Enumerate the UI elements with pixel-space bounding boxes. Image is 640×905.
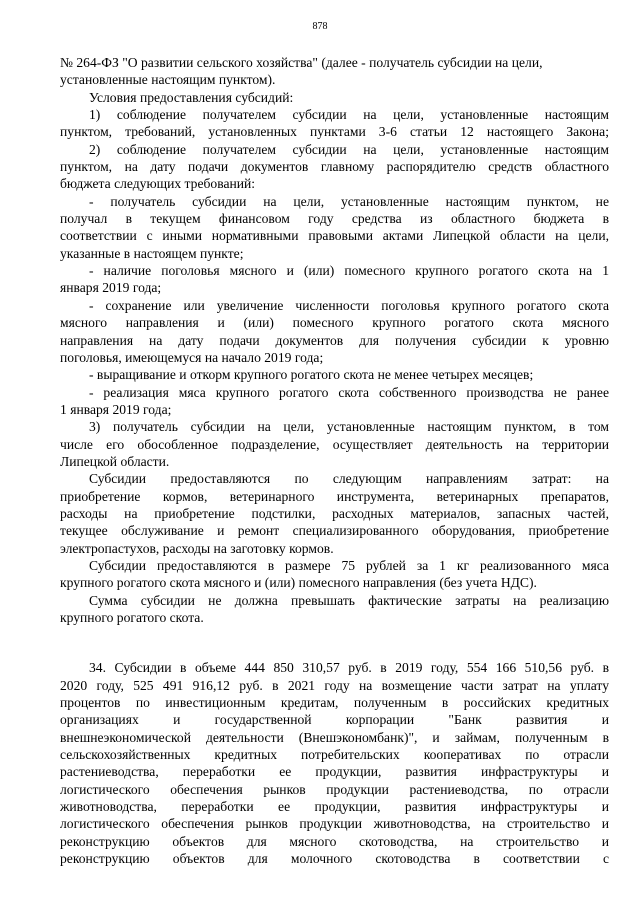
text-line: 3) получатель субсидии на цели, установленные настоящим пунктом, в том xyxy=(89,419,609,435)
text-line: крупного рогатого скота мясного и (или) помесного направления (без учета НДС). xyxy=(60,575,537,591)
text-line: логистического обеспечения рынков продукции животноводства, на строительство и xyxy=(60,816,609,832)
text-line: января 2019 года; xyxy=(60,280,162,296)
text-line: организациях и государственной корпорации "Банк развития и xyxy=(60,712,609,728)
text-line: сельскохозяйственных кредитных потребительских кооперативах по отрасли xyxy=(60,747,609,763)
text-line: - наличие поголовья мясного и (или) помесного крупного рогатого скота на 1 xyxy=(89,263,609,279)
paragraph-gap xyxy=(60,626,609,659)
text-line: 34. Субсидии в объеме 444 850 310,57 руб. в 2019 году, 554 166 510,56 руб. в xyxy=(89,660,609,676)
text-line: Условия предоставления субсидий: xyxy=(89,89,294,105)
document-body xyxy=(60,54,609,867)
text-line: установленные настоящим пунктом). xyxy=(60,72,276,88)
text-line: текущее обслуживание и ремонт специализированного оборудования, приобретение xyxy=(60,523,609,539)
page-number: 878 xyxy=(312,21,328,32)
text-line: 2) соблюдение получателем субсидии на цели, установленные настоящим xyxy=(89,141,609,157)
text-line: бюджета следующих требований: xyxy=(60,176,256,192)
text-line: поголовья, имеющемуся на начало 2019 года; xyxy=(60,349,324,365)
text-line: крупного рогатого скота. xyxy=(60,610,204,625)
text-line: 1 января 2019 года; xyxy=(60,401,172,417)
text-line: получал в текущем финансовом году средства из областного бюджета в xyxy=(60,211,609,227)
text-line: внешнеэкономической деятельности (Внешэкономбанк)", и займам, полученным в xyxy=(60,729,609,745)
text-line: реконструкцию объектов для молочного скотоводства в соответствии с xyxy=(60,851,609,867)
text-line: логистического обеспечения рынков продукции растениеводства, по отрасли xyxy=(60,781,609,797)
text-line: пунктом, требований, установленных пунктами 3-6 статьи 12 настоящего Закона; xyxy=(60,124,609,140)
text-line: 1) соблюдение получателем субсидии на цели, установленные настоящим xyxy=(89,107,609,123)
text-line: - выращивание и откорм крупного рогатого скота не менее четырех месяцев; xyxy=(89,367,534,383)
text-line: соответствии с иными нормативными правовыми актами Липецкой области на цели, xyxy=(60,228,609,244)
text-line: расходы на приобретение подстилки, расходных материалов, запасных частей, xyxy=(60,505,609,521)
text-line: Липецкой области. xyxy=(60,453,170,469)
text-line: - получатель субсидии на цели, установленные настоящим пунктом, не xyxy=(89,193,609,209)
text-line: Субсидии предоставляются в размере 75 рублей за 1 кг реализованного мяса xyxy=(89,557,609,573)
text-line: Субсидии предоставляются по следующим направлениям затрат: на xyxy=(89,471,609,487)
text-line: реконструкцию объектов для мясного скотоводства, на строительство и xyxy=(60,833,609,849)
text-line: животноводства, переработки ее продукции, развития инфраструктуры и xyxy=(60,799,609,815)
text-line: процентов по инвестиционным кредитам, полученным в российских кредитных xyxy=(60,695,609,711)
text-line: числе его обособленное подразделение, осуществляет деятельность на территории xyxy=(60,436,609,452)
text-line: 2020 году, 525 491 916,12 руб. в 2021 году на возмещение части затрат на уплату xyxy=(60,677,609,693)
text-line: растениеводства, переработки ее продукции, развития инфраструктуры и xyxy=(60,764,609,780)
text-line: - сохранение или увеличение численности поголовья крупного рогатого скота xyxy=(89,297,609,313)
text-line: указанные в настоящем пункте; xyxy=(60,245,244,261)
text-line: мясного направления и (или) помесного крупного рогатого скота мясного xyxy=(60,315,609,331)
text-line: приобретение кормов, ветеринарного инструмента, ветеринарных препаратов, xyxy=(60,488,609,504)
text-line: Сумма субсидии не должна превышать фактические затраты на реализацию xyxy=(89,592,609,608)
text-line: направления на дату подачи документов для получения субсидии к уровню xyxy=(60,332,609,348)
text-line: электропастухов, расходы на заготовку кормов. xyxy=(60,540,334,556)
text-line: № 264-ФЗ "О развитии сельского хозяйства" (далее - получатель субсидии на цели, xyxy=(60,55,543,70)
text-line: - реализация мяса крупного рогатого скота собственного производства не ранее xyxy=(89,384,609,400)
text-line: пунктом, на дату подачи документов главному распорядителю средств областного xyxy=(60,159,609,175)
